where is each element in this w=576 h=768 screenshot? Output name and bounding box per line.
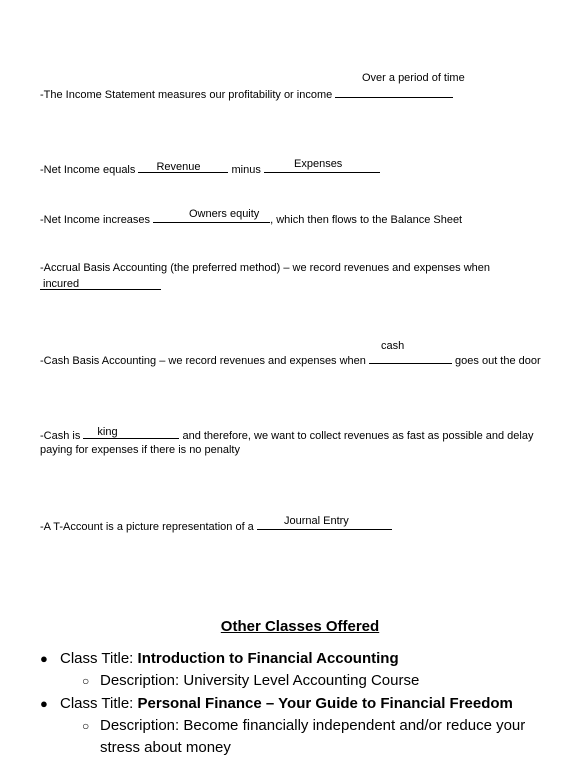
blank-incured <box>40 278 161 290</box>
class-desc-1 <box>100 671 419 691</box>
line-cash-is <box>40 427 533 443</box>
section-title-other-classes: Other Classes Offered <box>220 618 380 635</box>
answer-revenue: Revenue <box>156 161 201 173</box>
sub-bullet-icon: ○ <box>82 674 90 688</box>
blank-owners-equity <box>153 211 270 223</box>
cash-is-prefix: -Cash is <box>40 430 81 442</box>
net-income-increases-suffix: , which then flows to the Balance Sheet <box>270 214 463 226</box>
net-income-equals-prefix: -Net Income equals <box>40 164 136 176</box>
net-income-increases-prefix: -Net Income increases <box>40 214 151 226</box>
class-label: Class Title: <box>60 695 138 712</box>
answer-cash: cash <box>381 340 405 352</box>
line-net-income-increases <box>40 211 462 227</box>
desc-text: University Level Accounting Course <box>183 672 420 689</box>
line-cash-is-2: paying for expenses if there is no penalty <box>40 444 240 456</box>
answer-expenses: Expenses <box>294 158 343 170</box>
cash-basis-prefix: -Cash Basis Accounting – we record revenues and expenses when <box>40 355 366 367</box>
class-label: Class Title: <box>60 650 138 667</box>
t-account-prefix: -A T-Account is a picture representation of a <box>40 521 254 533</box>
blank-journal-entry <box>257 518 392 530</box>
line-cash-basis <box>40 352 541 368</box>
class-item-1 <box>60 649 399 669</box>
bullet-icon: ● <box>40 651 48 666</box>
blank-revenue <box>138 161 228 173</box>
class-item-2 <box>60 694 513 714</box>
cash-basis-suffix: goes out the door <box>455 355 541 367</box>
blank-cash <box>369 352 452 364</box>
line-income-statement-text: -The Income Statement measures our profitability or income <box>40 89 333 101</box>
desc-text: Become financially independent and/or reduce your <box>183 717 526 734</box>
answer-over-period: Over a period of time <box>362 72 465 84</box>
cash-is-suffix: and therefore, we want to collect revenues as fast as possible and delay <box>182 430 534 442</box>
line-income-statement <box>40 86 453 102</box>
class-title: Introduction to Financial Accounting <box>137 650 399 667</box>
line-accrual: -Accrual Basis Accounting (the preferred method) – we record revenues and expenses when <box>40 262 491 274</box>
class-desc-2 <box>100 716 525 736</box>
net-income-equals-mid: minus <box>231 164 261 176</box>
line-t-account <box>40 518 392 534</box>
answer-incured: incured <box>43 278 80 290</box>
bullet-icon: ● <box>40 696 48 711</box>
answer-owners-equity: Owners equity <box>189 208 260 220</box>
blank-income-statement <box>335 86 453 98</box>
desc-label: Description: <box>100 672 184 689</box>
class-desc-2-line2: stress about money <box>100 739 231 756</box>
sub-bullet-icon: ○ <box>82 719 90 733</box>
class-title: Personal Finance – Your Guide to Financial Freedom <box>137 695 513 712</box>
blank-king <box>83 427 179 439</box>
desc-label: Description: <box>100 717 184 734</box>
answer-king: king <box>97 426 118 438</box>
answer-journal-entry: Journal Entry <box>284 515 349 527</box>
line-accrual-blank <box>40 278 161 294</box>
